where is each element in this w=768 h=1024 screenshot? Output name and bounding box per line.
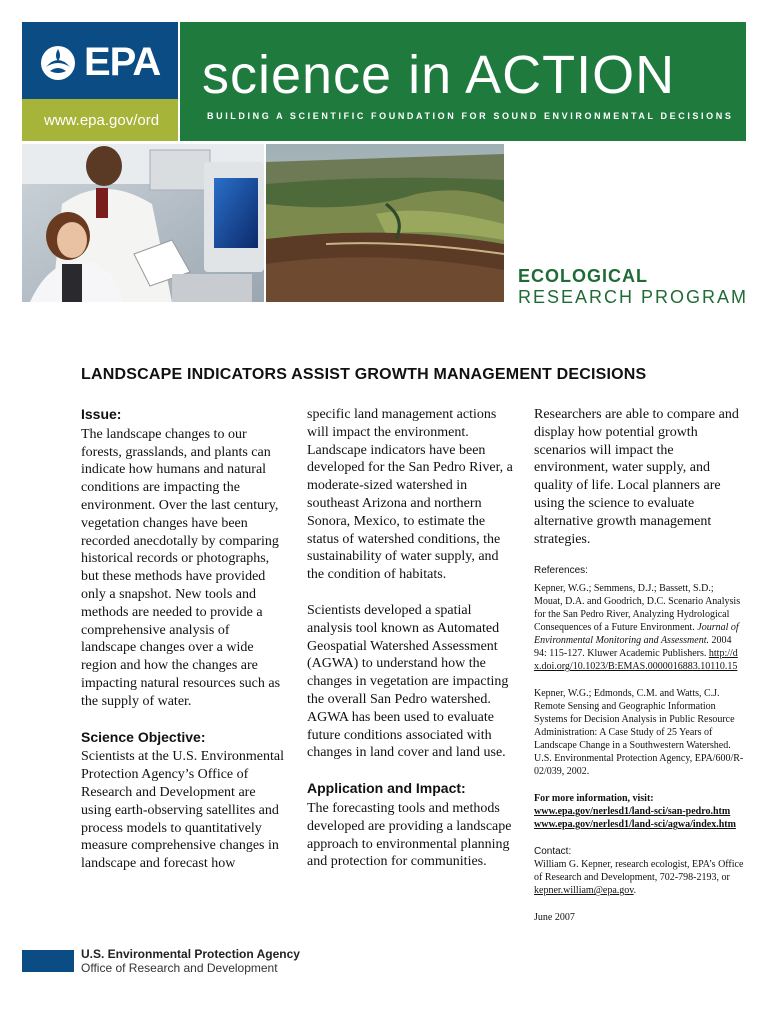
san-pedro-link[interactable]: www.epa.gov/nerlesd1/land-sci/san-pedro.htm — [534, 806, 731, 818]
publication-date: June 2007 — [534, 912, 575, 924]
reference-1-doi-link[interactable]: http://dx.doi.org/10.1023/B:EMAS.0000016883.10110.15 — [534, 648, 738, 673]
reference-2: Kepner, W.G.; Edmonds, C.M. and Watts, C.J. Remote Sensing and Geographic Information Systems for Decision Analysis in Public Resource Administration: A Case Study of 25 Years of Landscape Change in a Southwestern Watershed. U.S. Environmental Protection Agency, EPA/600/R-02/039, 2002. — [534, 688, 744, 778]
series-title: science in ACTION — [202, 45, 676, 105]
application-text: The forecasting tools and methods developed are providing a landscape approach to environmental planning and protection for communities. — [307, 800, 512, 870]
contact-block: Contact: William G. Kepner, research ecologist, EPA’s Office of Research and Development, 702-798-2193, or kepner.william@epa.gov. — [534, 846, 744, 897]
objective-text-1: Scientists at the U.S. Environmental Protection Agency’s Office of Research and Development are using earth-observing satellites and process models to quantitatively measure comprehensive changes in landscape and forecast how — [81, 749, 284, 872]
epa-logo[interactable] — [38, 40, 160, 85]
header-url[interactable]: www.epa.gov/ord — [44, 112, 160, 129]
column-1 — [81, 406, 287, 873]
epa-flower-icon — [38, 43, 78, 83]
reference-1-journal: Journal of Environmental Monitoring and Assessment. — [534, 622, 739, 647]
column-2 — [307, 406, 519, 871]
more-info — [534, 792, 744, 831]
references-heading: References: — [534, 565, 588, 577]
contact-text: William G. Kepner, research ecologist, EPA’s Office of Research and Development, 702-798-2193, or — [534, 859, 744, 884]
issue-text: The landscape changes to our forests, grasslands, and plants can indicate how humans and natural conditions are impacting the environment. Over the last century, vegetation changes have been recorded anecdotally by comparing historical records or photographs, but these methods have provided only a snapshot. New tools and methods are needed to provide a comprehensive analysis of landscape changes over a wide region and how the changes are impacting natural resources such as the supply of water. — [81, 426, 281, 709]
application-text-cont: Researchers are able to compare and display how potential growth scenarios will impact the environment, water supply, and quality of life. Local planners are using the science to evaluate alternative growth management strategies. — [534, 407, 739, 547]
column-3 — [534, 406, 744, 924]
footer-office: Office of Research and Development — [81, 961, 278, 975]
scientists-photo — [22, 144, 264, 302]
objective-heading: Science Objective: — [81, 728, 206, 745]
program-label-line1: ECOLOGICAL — [518, 266, 648, 286]
landscape-photo — [266, 144, 504, 302]
application-heading: Application and Impact: — [307, 780, 466, 797]
agwa-link[interactable]: www.epa.gov/nerlesd1/land-sci/agwa/index.htm — [534, 819, 736, 831]
more-info-label: For more information, visit: — [534, 793, 654, 805]
epa-logo-text: EPA — [84, 40, 161, 84]
issue-heading: Issue: — [81, 406, 122, 422]
contact-label: Contact: — [534, 846, 572, 858]
program-label-line2: RESEARCH PROGRAM — [518, 287, 749, 307]
contact-email-link[interactable]: kepner.william@epa.gov — [534, 885, 634, 897]
reference-1: Kepner, W.G.; Semmens, D.J.; Bassett, S.D.; Mouat, D.A. and Goodrich, D.C. Scenario Analysis for the San Pedro River, Analyzing Hydrological Consequences of a Future Environment. Journal of Environmental Monitoring and Assessment. 2004 94: 115-127. Kluwer Academic Publishers. http://dx.doi.org/10.1023/B:EMAS.0000016883.10110.15 — [534, 583, 741, 673]
series-tagline: BUILDING A SCIENTIFIC FOUNDATION FOR SOUND ENVIRONMENTAL DECISIONS — [207, 111, 734, 121]
objective-text-2: specific land management actions will impact the environment. Landscape indicators have been developed for the San Pedro River, a moderate-sized watershed in southeast Arizona and northern Sonora, Mexico, to estimate the status of watershed conditions, the sustainability of water supply, and the condition of habitats. — [307, 407, 513, 583]
page-headline: LANDSCAPE INDICATORS ASSIST GROWTH MANAGEMENT DECISIONS — [81, 366, 647, 383]
footer-agency: U.S. Environmental Protection Agency — [81, 947, 300, 961]
objective-text-3: Scientists developed a spatial analysis tool known as Automated Geospatial Watershed Assessment (AGWA) to understand how the changes in vegetation are impacting the overall San Pedro watershed. AGWA has been used to evaluate future conditions associated with changes in land cover and land use. — [307, 602, 509, 761]
footer-blue-bar — [22, 950, 74, 972]
